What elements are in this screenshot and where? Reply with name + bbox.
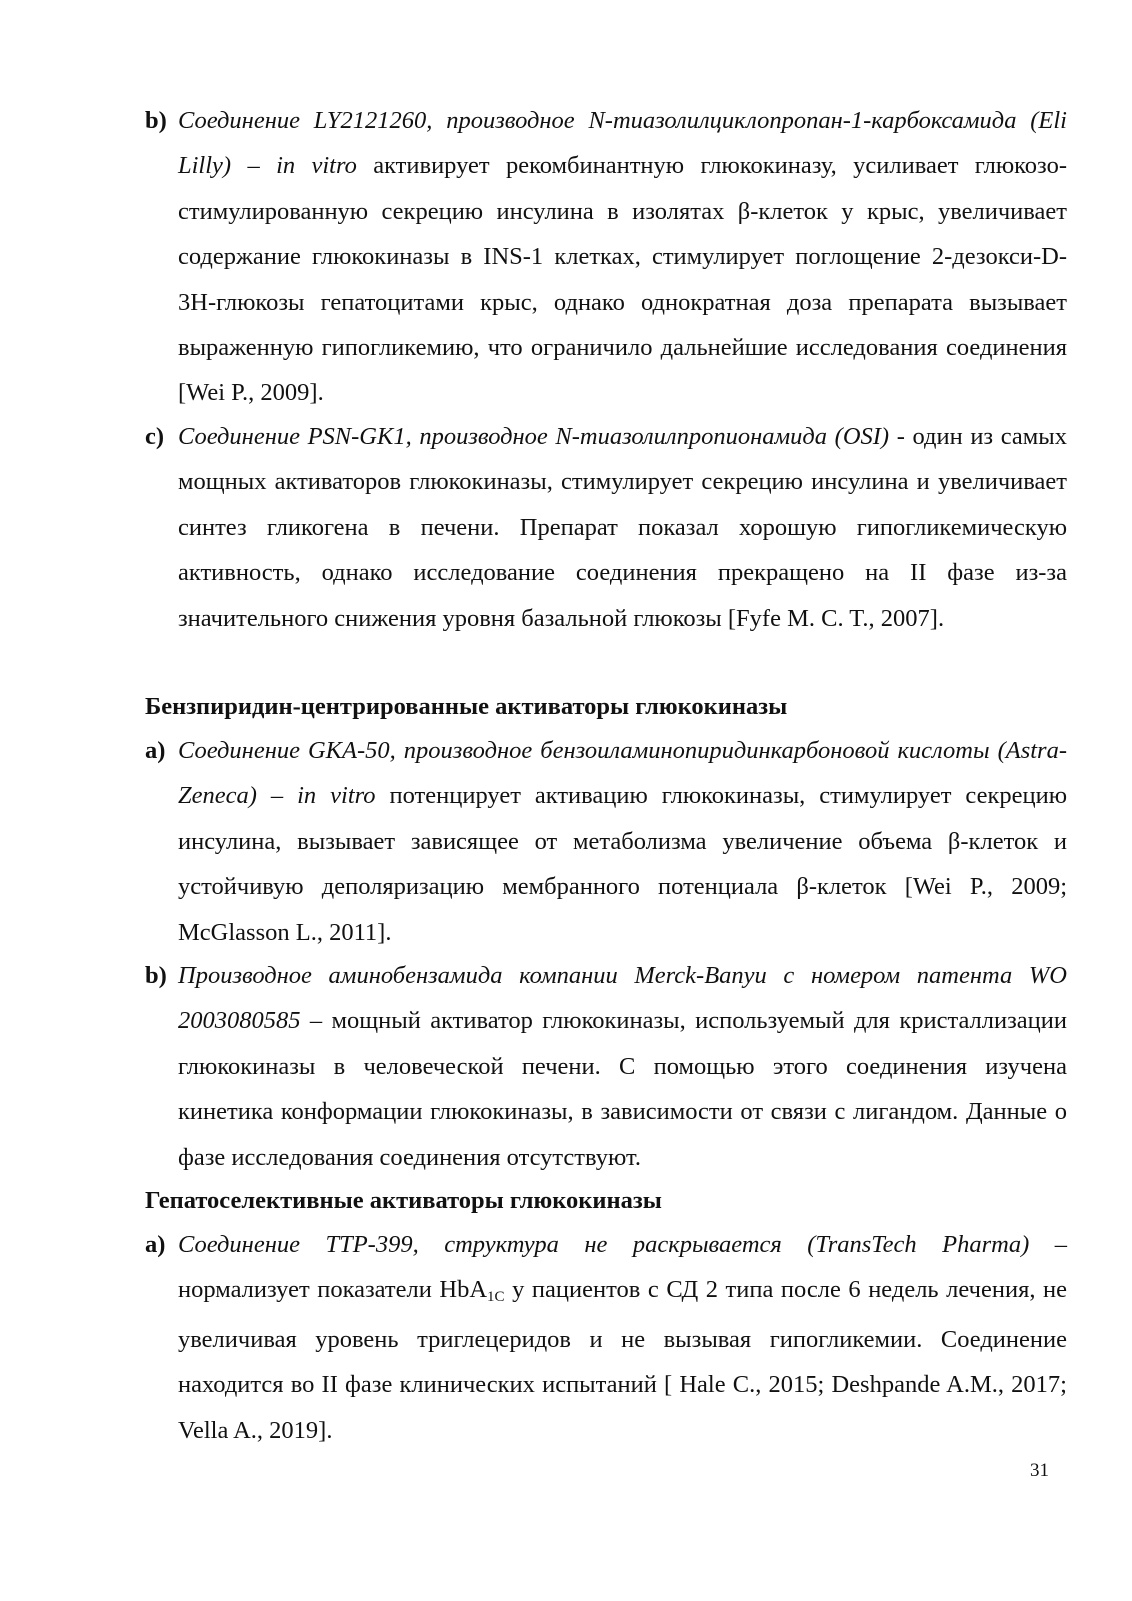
list-item-b-merck-banyu <box>145 953 1067 1180</box>
list-item-a-gka-50 <box>145 728 1067 955</box>
section-heading-benzpyridine: Бензпиридин-центрированные активаторы глюкокиназы <box>145 693 788 720</box>
compound-name: Производное аминобензамида компании Merck-Banyu с номером патента WO 2003080585 <box>178 962 1067 1035</box>
list-marker: a) <box>145 737 166 764</box>
page-number: 31 <box>1030 1460 1049 1481</box>
list-marker: c) <box>145 423 165 450</box>
list-item-text <box>178 414 1067 641</box>
compound-name: Соединение GKA-50, производное бензоиламинопиридинкарбоновой кислоты (Astra-Zeneca) – in vitro <box>178 737 1067 810</box>
compound-description-start: – нормализует показатели HbA <box>178 1231 1067 1304</box>
compound-name: Соединение PSN-GK1, производное N-тиазолилпропионамида (OSI) <box>178 423 890 450</box>
list-marker: a) <box>145 1231 166 1258</box>
compound-description: – мощный активатор глюкокиназы, используемый для кристаллизации глюкокиназы в человеческой печени. С помощью этого соединения изучена кинетика конформации глюкокиназы, в зависимости от связи с лигандом. Данные о фазе исследования соединения отсутствуют. <box>178 1007 1067 1171</box>
list-item-text <box>178 728 1067 955</box>
list-item-text <box>178 1222 1067 1453</box>
list-marker: b) <box>145 107 167 134</box>
section-heading-hepatoselective: Гепатоселективные активаторы глюкокиназы <box>145 1187 662 1214</box>
compound-description: - один из самых мощных активаторов глюкокиназы, стимулирует секрецию инсулина и увеличивает синтез гликогена в печени. Препарат показал хорошую гипогликемическую активность, однако исследование соединения прекращено на II фазе из-за значительного снижения уровня базальной глюкозы [Fyfe M. C. T., 2007]. <box>178 423 1067 632</box>
compound-name: Соединение TTP-399, структура не раскрывается (TransTech Pharma) <box>178 1231 1030 1258</box>
compound-description: активирует рекомбинантную глюкокиназу, усиливает глюкозо-стимулированную секрецию инсулина в изолятах β-клеток у крыс, увеличивает содержание глюкокиназы в INS-1 клетках, стимулирует поглощение 2-дезокси-D-3H-глюкозы гепатоцитами крыс, однако однократная доза препарата вызывает выраженную гипогликемию, что ограничило дальнейшие исследования соединения [Wei P., 2009]. <box>178 152 1067 407</box>
list-item-b-ly2121260 <box>145 98 1067 416</box>
compound-description: потенцирует активацию глюкокиназы, стимулирует секрецию инсулина, вызывает зависящее от метаболизма увеличение объема β-клеток и устойчивую деполяризацию мембранного потенциала β-клеток [Wei P., 2009; McGlasson L., 2011]. <box>178 782 1067 946</box>
compound-description: у пациентов с СД 2 типа после 6 недель лечения, не увеличивая уровень триглецеридов и не вызывая гипогликемии. Соединение находится во II фазе клинических испытаний [ Hale C., 2015; Deshpande A.M., 2017; Vella A., 2019]. <box>178 1276 1068 1444</box>
list-item-text <box>178 953 1067 1180</box>
compound-name: Соединение LY2121260, производное N-тиазолилциклопропан-1-карбоксамида (Eli Lilly) – in vitro <box>178 107 1067 180</box>
hba1c-subscript: 1C <box>487 1289 505 1306</box>
list-marker: b) <box>145 962 167 989</box>
list-item-text <box>178 98 1067 416</box>
list-item-c-psn-gk1 <box>145 414 1067 641</box>
list-item-a-ttp-399 <box>145 1222 1067 1453</box>
